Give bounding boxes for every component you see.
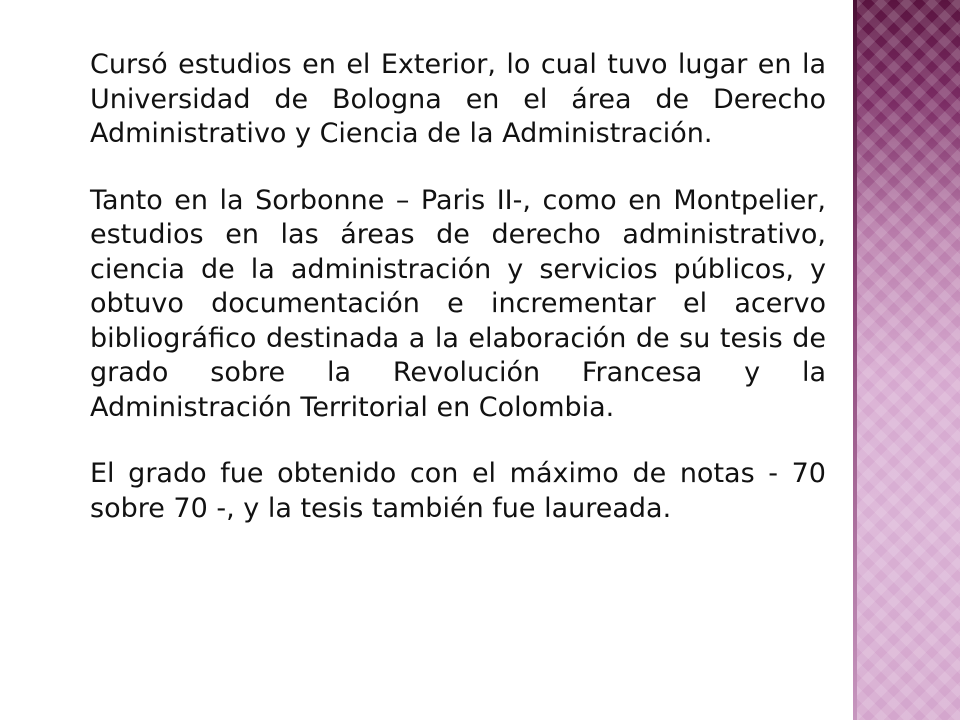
decorative-side-band <box>853 0 960 720</box>
slide-body <box>90 48 826 558</box>
paragraph-degree-result: El grado fue obtenido con el máximo de notas - 70 sobre 70 -, y la tesis también fue laureada. <box>90 458 826 524</box>
side-band-edge <box>853 0 857 720</box>
paragraph-studies-france: Tanto en la Sorbonne – Paris II-, como en Montpelier, estudios en las áreas de derecho administrativo, ciencia de la administración y servicios públicos, y obtuvo documentación e incrementar el acervo bibliográfico destinada a la elaboración de su tesis de grado sobre la Revolución Francesa y la Administración Territorial en Colombia. <box>90 184 826 423</box>
paragraph-studies-bologna: Cursó estudios en el Exterior, lo cual tuvo lugar en la Universidad de Bologna en el área de Derecho Administrativo y Ciencia de la Administración. <box>90 49 826 149</box>
